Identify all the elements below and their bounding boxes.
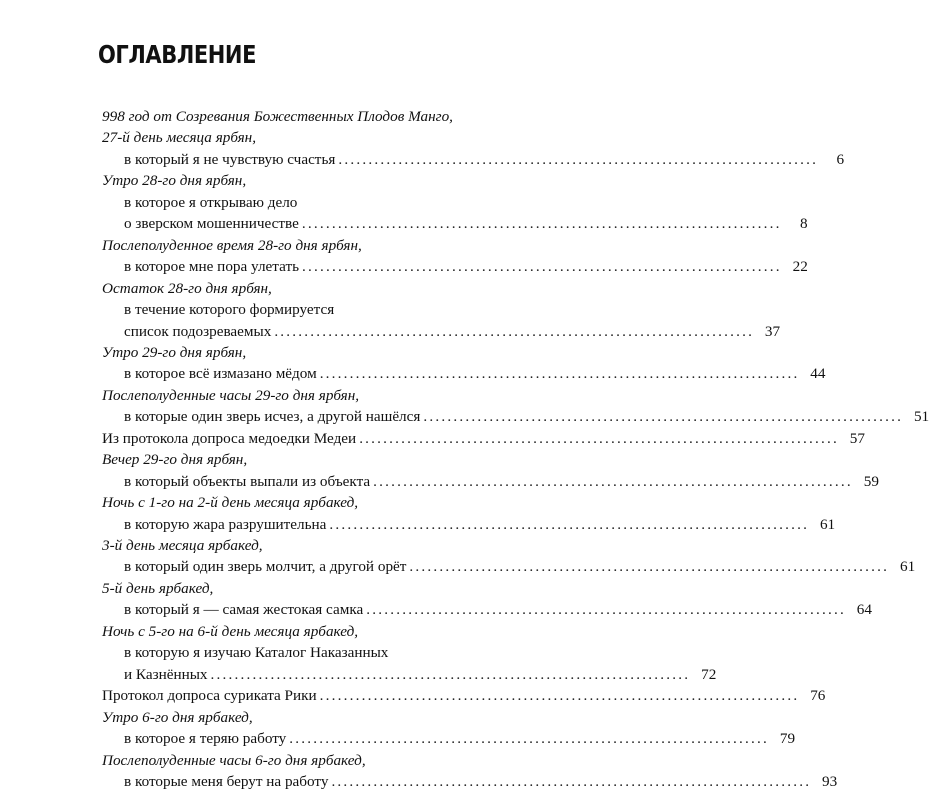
toc-entry-text: в которое всё измазано мёдом — [124, 365, 317, 383]
toc-page-number: 61 — [819, 515, 836, 533]
dot-leader: ................................................................................ — [329, 515, 810, 533]
toc-entry-heading: 998 год от Созревания Божественных Плодов Манго, — [102, 108, 453, 125]
toc-entry-subtitle: в которую я изучаю Каталог Наказанных — [124, 644, 389, 662]
toc-entry-text: в которую жара разрушительна — [124, 515, 327, 533]
toc-entry-subtitle — [124, 771, 838, 793]
toc-page-number: 37 — [764, 322, 781, 340]
toc-page-number: 57 — [849, 429, 865, 447]
toc-entry-text: и Казнённых — [124, 665, 208, 683]
dot-leader: ................................................................................ — [274, 322, 755, 340]
toc-entry-subtitle: в которое я открываю дело — [124, 193, 298, 211]
toc-entry — [102, 428, 865, 450]
toc-entry-text: в который объекты выпали из объекта — [124, 472, 371, 490]
toc-entry-subtitle — [124, 556, 916, 578]
toc-page-number: 72 — [701, 665, 717, 683]
dot-leader: ................................................................................ — [319, 687, 800, 705]
toc-entry-heading: Ночь с 5-го на 6-й день месяца ярбакед, — [102, 622, 359, 640]
toc-page-number: 22 — [792, 258, 808, 276]
page-title: ОГЛАВЛЕНИЕ — [98, 40, 257, 69]
dot-leader: ................................................................................ — [331, 772, 812, 790]
toc-entry-text: в который один зверь молчит, а другой орёт — [124, 558, 407, 576]
toc-page-number: 61 — [899, 558, 916, 576]
toc-entry-heading: Вечер 29-го дня ярбян, — [102, 451, 248, 469]
toc-entry-text: Из протокола допроса медоедки Медеи — [102, 429, 357, 447]
toc-entry-subtitle — [124, 363, 826, 385]
dot-leader: ................................................................................ — [366, 601, 846, 619]
toc-page-number: 6 — [836, 150, 845, 168]
toc-entry-heading: 5-й день ярбакед, — [102, 579, 214, 597]
toc-entry-text: список подозреваемых — [124, 322, 272, 340]
toc-page-number: 51 — [913, 408, 929, 426]
toc-entry-heading: Утро 6-го дня ярбакед, — [102, 708, 253, 726]
toc-entry-subtitle — [124, 213, 808, 235]
toc-entry — [102, 685, 826, 707]
toc-entry-heading: Остаток 28-го дня ярбян, — [102, 279, 272, 297]
toc-entry-heading: Послеполуденные часы 29-го дня ярбян, — [102, 386, 360, 404]
toc-entry-text: в которое мне пора улетать — [124, 258, 300, 276]
toc-entry-text: в который я — самая жестокая самка — [124, 601, 364, 619]
toc-page-number: 79 — [779, 730, 796, 748]
toc-entry-text: в которое я теряю работу — [124, 730, 287, 748]
toc-page-number: 93 — [822, 772, 838, 790]
toc-entry-text: в которые один зверь исчез, а другой нашёлся — [124, 408, 421, 426]
toc-entry-subtitle — [124, 514, 836, 536]
dot-leader: ................................................................................ — [289, 730, 770, 748]
toc-entry-text: Протокол допроса суриката Рики — [102, 687, 317, 705]
toc-entry-heading: Послеполуденное время 28-го дня ярбян, — [102, 236, 362, 254]
toc-entry-heading: Ночь с 1-го на 2-й день месяца ярбакед, — [102, 494, 359, 512]
toc-entry-heading: Утро 29-го дня ярбян, — [102, 343, 247, 361]
toc-entry-subtitle: в течение которого формируется — [124, 301, 335, 319]
toc-entry-subtitle — [124, 406, 929, 428]
toc-entry-text: о зверском мошенничестве — [124, 215, 299, 233]
dot-leader: ................................................................................ — [302, 258, 782, 276]
toc-page-number: 8 — [800, 215, 808, 233]
dot-leader: ................................................................................ — [210, 665, 691, 683]
toc-entry-text: в который я не чувствую счастья — [124, 150, 336, 168]
dot-leader: ................................................................................ — [373, 472, 853, 490]
dot-leader: ................................................................................ — [359, 429, 839, 447]
dot-leader: ................................................................................ — [319, 365, 800, 383]
dot-leader: ................................................................................ — [423, 408, 904, 426]
dot-leader: ................................................................................ — [301, 215, 782, 233]
toc-entry-text: в которые меня берут на работу — [124, 772, 329, 790]
toc-entry-subtitle — [124, 149, 845, 171]
toc-page-number: 44 — [810, 365, 826, 383]
toc-entry-subtitle — [124, 599, 872, 621]
dot-leader: ................................................................................ — [409, 558, 890, 576]
toc-entry-heading: 27-й день месяца ярбян, — [102, 129, 256, 147]
toc-entry-heading: 3-й день месяца ярбакед, — [102, 537, 263, 554]
toc-page-number: 76 — [810, 687, 826, 705]
toc-entry-subtitle — [124, 664, 717, 686]
toc-entry-subtitle — [124, 321, 781, 343]
toc-entry-heading: Послеполуденные часы 6-го дня ярбакед, — [102, 751, 366, 769]
dot-leader: ................................................................................ — [338, 150, 819, 168]
toc-entry-subtitle — [124, 471, 879, 493]
toc-page-number: 64 — [856, 601, 872, 619]
toc-entry-subtitle — [124, 728, 796, 750]
toc-entry-heading: Утро 28-го дня ярбян, — [102, 172, 247, 190]
toc-page-number: 59 — [863, 472, 879, 490]
toc-entry-subtitle — [124, 256, 808, 278]
